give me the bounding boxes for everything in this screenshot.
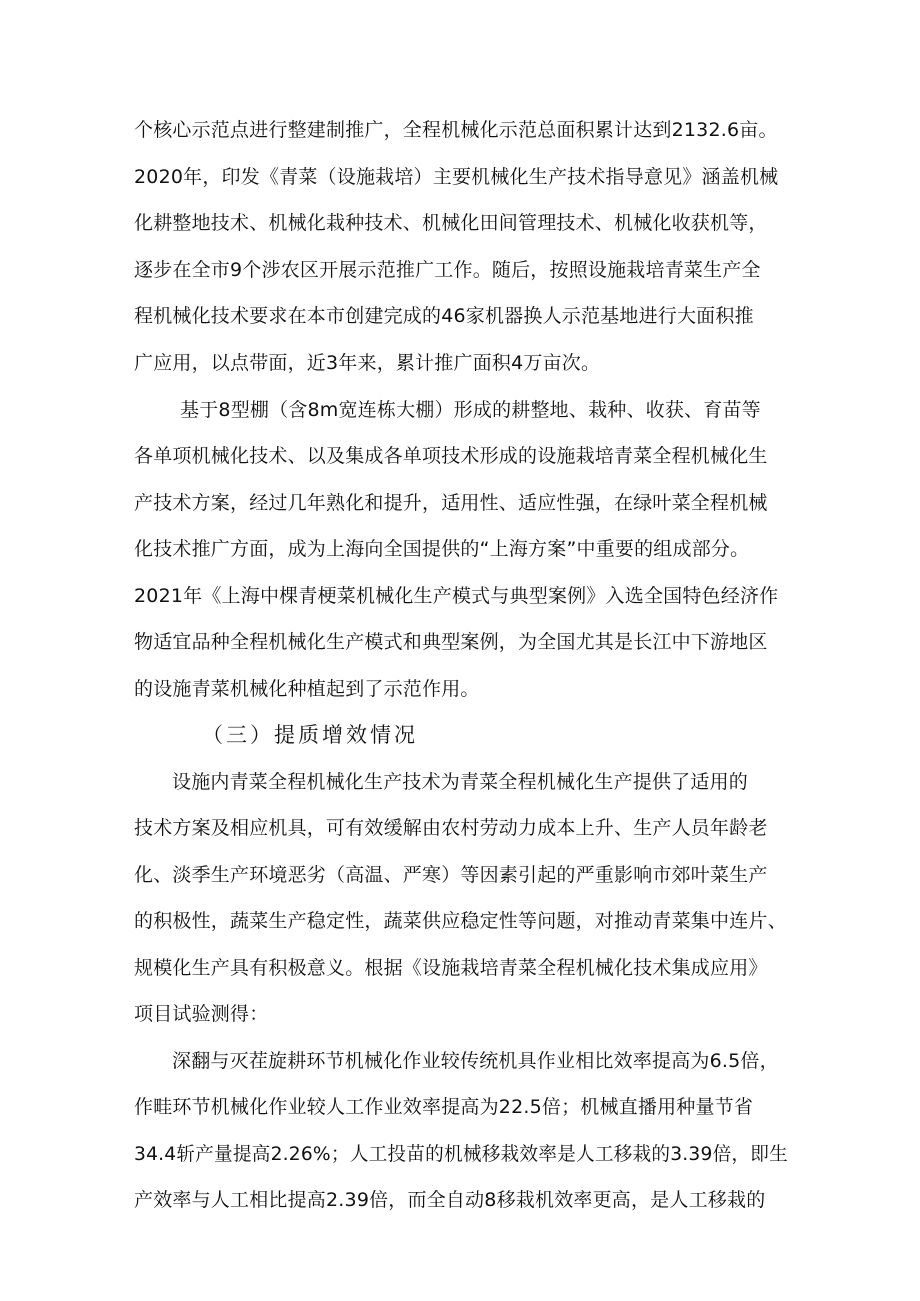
- paragraph-3-line-6: 项目试验测得：: [134, 1003, 269, 1025]
- paragraph-2-line-2: 各单项机械化技术、以及集成各单项技术形成的设施栽培青菜全程机械化生: [134, 445, 768, 467]
- paragraph-3-line-4: 的积极性，蔬菜生产稳定性，蔬菜供应稳定性等问题，对推动青菜集中连片、: [134, 910, 787, 932]
- paragraph-3-line-5: 规模化生产具有积极意义。根据《设施栽培青菜全程机械化技术集成应用》: [134, 957, 768, 979]
- paragraph-2-line-5: 2021年《上海中棵青梗菜机械化生产模式与典型案例》入选全国特色经济作: [134, 585, 779, 607]
- paragraph-1-line-6: 广应用，以点带面，近3年来，累计推广面积4万亩次。: [134, 352, 601, 374]
- paragraph-4-line-1: 深翻与灭茬旋耕环节机械化作业较传统机具作业相比效率提高为6.5倍，: [172, 1050, 779, 1072]
- paragraph-1-line-5: 程机械化技术要求在本市创建完成的46家机器换人示范基地进行大面积推: [134, 305, 754, 327]
- paragraph-3-line-2: 技术方案及相应机具，可有效缓解由农村劳动力成本上升、生产人员年龄老: [134, 817, 768, 839]
- paragraph-2-line-3: 产技术方案，经过几年熟化和提升，适用性、适应性强，在绿叶菜全程机械: [134, 492, 768, 514]
- paragraph-4-line-4: 产效率与人工相比提高2.39倍，而全自动8移栽机效率更高，是人工移栽的: [134, 1189, 766, 1211]
- paragraph-3-line-1: 设施内青菜全程机械化生产技术为青菜全程机械化生产提供了适用的: [172, 771, 749, 793]
- paragraph-1-line-3: 化耕整地技术、机械化栽种技术、机械化田间管理技术、机械化收获机等，: [134, 212, 768, 234]
- paragraph-4-line-2: 作畦环节机械化作业较人工作业效率提高为22.5倍；机械直播用种量节省: [134, 1096, 754, 1118]
- paragraph-2-line-6: 物适宜品种全程机械化生产模式和典型案例，为全国尤其是长江中下游地区: [134, 631, 768, 653]
- paragraph-2-line-4: 化技术推广方面，成为上海向全国提供的“上海方案”中重要的组成部分。: [134, 538, 750, 560]
- section-heading: （三）提质增效情况: [202, 723, 418, 747]
- paragraph-1-line-2: 2020年，印发《青菜（设施栽培）主要机械化生产技术指导意见》涵盖机械: [134, 166, 779, 188]
- paragraph-3-line-3: 化、淡季生产环境恶劣（高温、严寒）等因素引起的严重影响市郊叶菜生产: [134, 864, 768, 886]
- paragraph-4-line-3: 34.4斩产量提高2.26%；人工投苗的机械移栽效率是人工移栽的3.39倍，即生: [134, 1143, 788, 1165]
- paragraph-2-line-1: 基于8型棚（含8m宽连栋大棚）形成的耕整地、栽种、收获、育苗等: [180, 399, 761, 421]
- paragraph-2-line-7: 的设施青菜机械化种植起到了示范作用。: [134, 678, 480, 700]
- paragraph-1-line-4: 逐步在全市9个涉农区开展示范推广工作。随后，按照设施栽培青菜生产全: [134, 259, 761, 281]
- paragraph-1-line-1: 个核心示范点进行整建制推广，全程机械化示范总面积累计达到2132.6亩。: [134, 119, 778, 141]
